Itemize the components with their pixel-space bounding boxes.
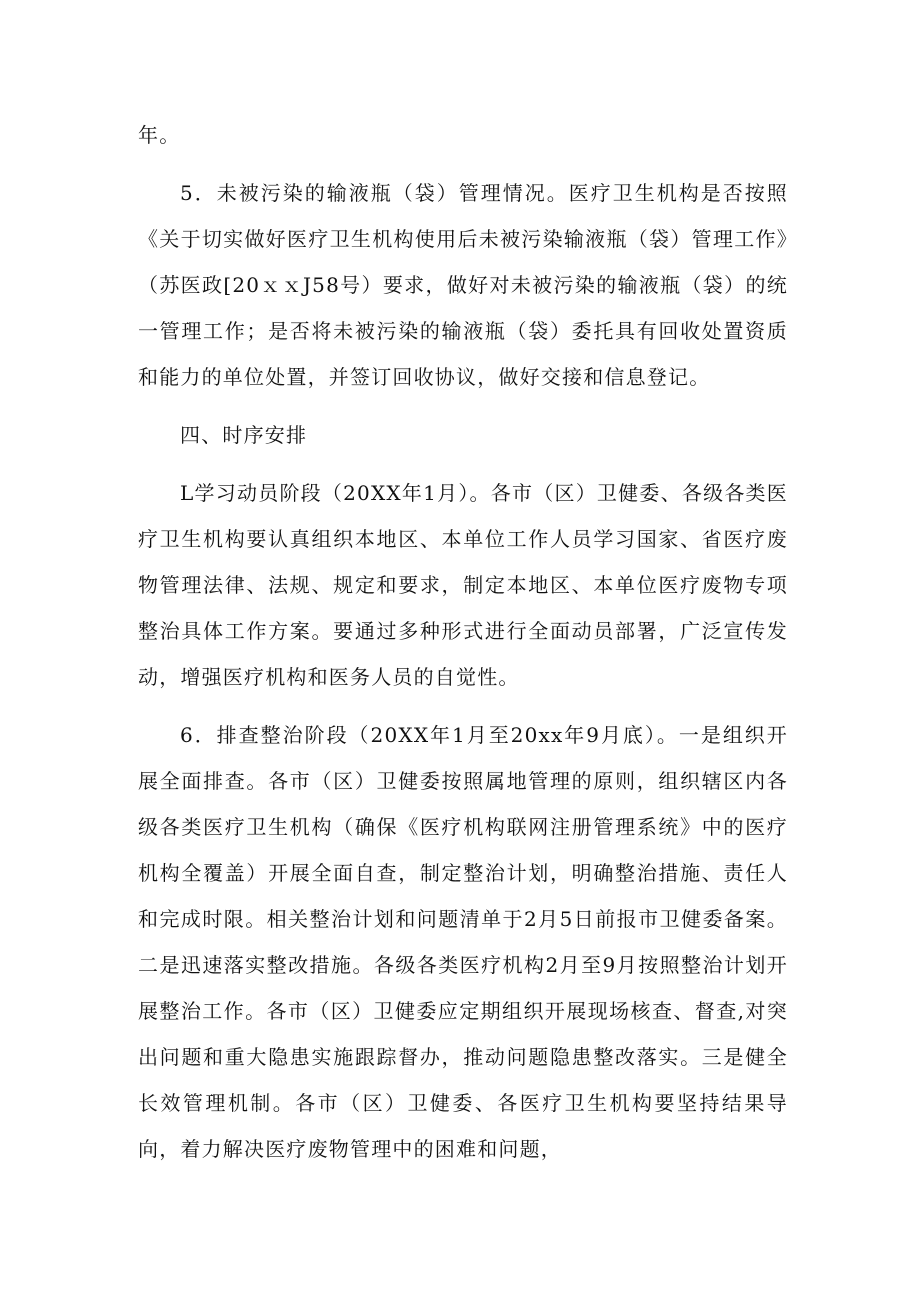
paragraph-continuation: 年。 xyxy=(138,123,181,147)
paragraph-inspection-rectification-stage: 6．排查整治阶段（20XX年1月至20xx年9月底）。一是组织开展全面排查。各市（区）卫健委按照属地管理的原则，组织辖区内各级各类医疗卫生机构（确保《医疗机构联网注册管理系统》中的医疗机构全覆盖）开展全面自查，制定整治计划，明确整治措施、责任人和完成时限。相关整治计划和问题清单于2月5日前报市卫健委备案。二是迅速落实整改措施。各级各类医疗机构2月至9月按照整治计划开展整治工作。各市（区）卫健委应定期组织开展现场核查、督查,对突出问题和重大隐患实施跟踪督办，推动问题隐患整改落实。三是健全长效管理机制。各市（区）卫健委、各医疗卫生机构要坚持结果导向，着力解决医疗废物管理中的困难和问题， xyxy=(138,723,788,1161)
paragraph-item-5-infusion-bottles: 5．未被污染的输液瓶（袋）管理情况。医疗卫生机构是否按照《关于切实做好医疗卫生机构使用后未被污染输液瓶（袋）管理工作》（苏医政[20ｘｘJ58号）要求，做好对未被污染的输液瓶（袋）的统一管理工作；是否将未被污染的输液瓶（袋）委托具有回收处置资质和能力的单位处置，并签订回收协议，做好交接和信息登记。 xyxy=(138,181,788,389)
document-body xyxy=(138,112,788,1184)
paragraph-study-mobilization-stage: L学习动员阶段（20XX年1月）。各市（区）卫健委、各级各类医疗卫生机构要认真组织本地区、本单位工作人员学习国家、省医疗废物管理法律、法规、规定和要求，制定本地区、本单位医疗废物专项整治具体工作方案。要通过多种形式进行全面动员部署，广泛宣传发动，增强医疗机构和医务人员的自觉性。 xyxy=(138,481,788,689)
section-heading-schedule: 四、时序安排 xyxy=(180,423,308,447)
